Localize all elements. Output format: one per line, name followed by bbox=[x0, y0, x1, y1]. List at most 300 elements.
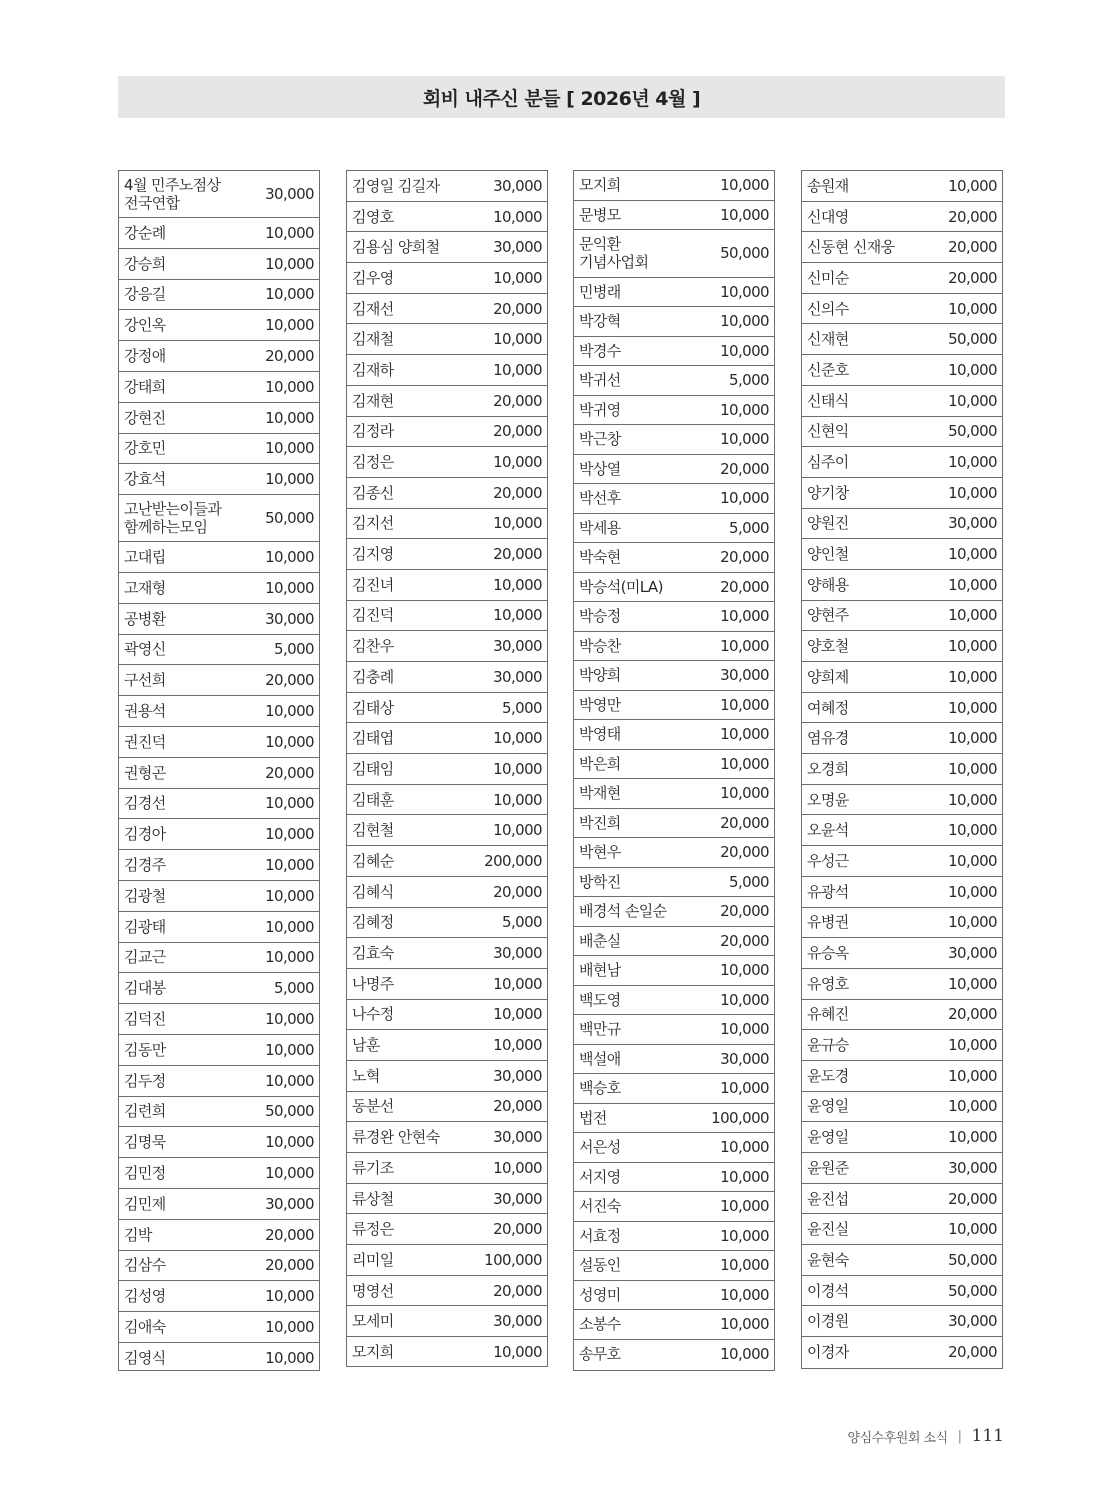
donation-amount: 30,000 bbox=[948, 514, 997, 533]
donor-name: 유혜진 bbox=[807, 1005, 849, 1024]
donor-name: 김대봉 bbox=[124, 979, 166, 998]
donation-amount: 10,000 bbox=[493, 1005, 542, 1024]
donor-name: 윤현숙 bbox=[807, 1250, 849, 1269]
donor-table-column-2 bbox=[346, 170, 548, 1367]
donor-row bbox=[347, 1030, 547, 1061]
donation-amount: 50,000 bbox=[265, 509, 314, 528]
donation-amount: 10,000 bbox=[720, 1226, 769, 1245]
donation-amount: 20,000 bbox=[265, 1225, 314, 1244]
donor-name: 김재선 bbox=[352, 299, 394, 318]
donor-name: 유병권 bbox=[807, 913, 849, 932]
donor-name: 류경완 안현숙 bbox=[352, 1128, 440, 1147]
donor-name: 4월 민주노점상 전국연합 bbox=[124, 176, 221, 212]
donor-name: 김경주 bbox=[124, 856, 166, 875]
donor-row bbox=[347, 969, 547, 1000]
donor-name: 고재형 bbox=[124, 578, 166, 597]
donation-amount: 30,000 bbox=[948, 1312, 997, 1331]
donor-row bbox=[119, 1343, 319, 1374]
donor-name: 김재하 bbox=[352, 360, 394, 379]
donor-name: 김삼수 bbox=[124, 1256, 166, 1275]
donor-name: 박귀선 bbox=[579, 371, 621, 390]
donor-name: 동분선 bbox=[352, 1097, 394, 1116]
donor-name: 윤영일 bbox=[807, 1128, 849, 1147]
donation-amount: 10,000 bbox=[493, 514, 542, 533]
donor-name: 강호민 bbox=[124, 439, 166, 458]
donor-row bbox=[347, 447, 547, 478]
donation-amount: 30,000 bbox=[948, 944, 997, 963]
donor-name: 나수정 bbox=[352, 1005, 394, 1024]
donor-name: 김경선 bbox=[124, 794, 166, 813]
donation-amount: 10,000 bbox=[720, 282, 769, 301]
donation-amount: 50,000 bbox=[720, 244, 769, 263]
donation-amount: 5,000 bbox=[274, 640, 314, 659]
donor-name: 김정은 bbox=[352, 453, 394, 472]
donation-amount: 50,000 bbox=[948, 422, 997, 441]
donation-amount: 20,000 bbox=[720, 577, 769, 596]
donation-amount: 10,000 bbox=[720, 1315, 769, 1334]
donor-row bbox=[574, 425, 774, 455]
donor-name: 권용석 bbox=[124, 702, 166, 721]
donation-amount: 10,000 bbox=[493, 729, 542, 748]
donor-name: 김련희 bbox=[124, 1102, 166, 1121]
donation-amount: 10,000 bbox=[948, 851, 997, 870]
donation-amount: 10,000 bbox=[948, 637, 997, 656]
donation-amount: 10,000 bbox=[720, 607, 769, 626]
donor-name: 윤진섭 bbox=[807, 1189, 849, 1208]
donor-name: 남훈 bbox=[352, 1036, 380, 1055]
donor-row bbox=[119, 1220, 319, 1251]
donor-name: 여혜정 bbox=[807, 698, 849, 717]
donation-amount: 10,000 bbox=[265, 439, 314, 458]
donor-row bbox=[802, 1214, 1002, 1245]
donation-amount: 10,000 bbox=[720, 341, 769, 360]
donor-name: 권형곤 bbox=[124, 763, 166, 782]
donation-amount: 30,000 bbox=[493, 1128, 542, 1147]
donor-row bbox=[574, 1163, 774, 1193]
donor-row bbox=[119, 973, 319, 1004]
donor-row bbox=[347, 1276, 547, 1307]
donor-name: 공병환 bbox=[124, 609, 166, 628]
donation-amount: 50,000 bbox=[265, 1102, 314, 1121]
donor-row bbox=[802, 815, 1002, 846]
donor-row bbox=[574, 1281, 774, 1311]
donation-amount: 10,000 bbox=[720, 430, 769, 449]
donor-name: 김광태 bbox=[124, 917, 166, 936]
donor-name: 김진녀 bbox=[352, 575, 394, 594]
donation-amount: 10,000 bbox=[720, 205, 769, 224]
donor-row bbox=[802, 1000, 1002, 1031]
donation-amount: 10,000 bbox=[720, 400, 769, 419]
donor-name: 박현우 bbox=[579, 843, 621, 862]
donor-name: 김민정 bbox=[124, 1164, 166, 1182]
donor-name: 송원재 bbox=[807, 176, 849, 195]
donation-amount: 10,000 bbox=[265, 470, 314, 489]
donor-row bbox=[347, 1337, 547, 1368]
donor-row bbox=[347, 539, 547, 570]
donation-amount: 10,000 bbox=[265, 223, 314, 242]
donor-name: 김정라 bbox=[352, 422, 394, 441]
donor-row bbox=[347, 509, 547, 540]
donation-amount: 10,000 bbox=[265, 917, 314, 936]
donation-amount: 10,000 bbox=[948, 176, 997, 195]
donor-row bbox=[802, 232, 1002, 263]
donor-name: 백설애 bbox=[579, 1049, 621, 1068]
donor-row bbox=[802, 754, 1002, 785]
donor-name: 심주이 bbox=[807, 453, 849, 472]
donor-name: 강태희 bbox=[124, 377, 166, 396]
donor-name: 강순례 bbox=[124, 223, 166, 242]
donor-row bbox=[802, 386, 1002, 417]
donation-amount: 10,000 bbox=[948, 913, 997, 932]
donor-name: 김태훈 bbox=[352, 790, 394, 809]
donor-name: 윤원준 bbox=[807, 1158, 849, 1177]
donation-amount: 20,000 bbox=[948, 1343, 997, 1362]
donor-name: 구선희 bbox=[124, 671, 166, 690]
donor-row bbox=[119, 1312, 319, 1343]
donor-name: 김성영 bbox=[124, 1287, 166, 1306]
donor-row bbox=[119, 1066, 319, 1097]
donor-name: 고대립 bbox=[124, 548, 166, 567]
donation-amount: 30,000 bbox=[720, 1049, 769, 1068]
donor-name: 류상철 bbox=[352, 1189, 394, 1208]
donation-amount: 30,000 bbox=[493, 637, 542, 656]
donor-name: 서은성 bbox=[579, 1138, 621, 1157]
donor-row bbox=[802, 324, 1002, 355]
donor-row bbox=[574, 897, 774, 927]
donor-name: 박은희 bbox=[579, 754, 621, 773]
donor-name: 김민제 bbox=[124, 1194, 166, 1213]
page-footer bbox=[848, 1426, 1004, 1446]
donation-amount: 10,000 bbox=[265, 1071, 314, 1090]
donor-row bbox=[574, 779, 774, 809]
donation-amount: 10,000 bbox=[948, 790, 997, 809]
donor-name: 양인철 bbox=[807, 545, 849, 564]
donation-amount: 10,000 bbox=[265, 856, 314, 875]
donation-amount: 10,000 bbox=[948, 1066, 997, 1085]
donation-amount: 20,000 bbox=[493, 882, 542, 901]
donor-row bbox=[574, 750, 774, 780]
donation-amount: 10,000 bbox=[493, 821, 542, 840]
donor-row bbox=[802, 1306, 1002, 1337]
donor-name: 신재현 bbox=[807, 330, 849, 349]
donation-amount: 10,000 bbox=[948, 1220, 997, 1239]
donor-row bbox=[574, 602, 774, 632]
donor-row bbox=[574, 201, 774, 231]
donor-row bbox=[347, 601, 547, 632]
donor-row bbox=[119, 758, 319, 789]
donation-amount: 10,000 bbox=[720, 961, 769, 980]
donation-amount: 10,000 bbox=[720, 990, 769, 1009]
donor-row bbox=[574, 230, 774, 278]
donor-row bbox=[574, 514, 774, 544]
donor-name: 윤영일 bbox=[807, 1097, 849, 1116]
donation-amount: 30,000 bbox=[493, 944, 542, 963]
donor-name: 강인옥 bbox=[124, 316, 166, 335]
donor-row bbox=[119, 881, 319, 912]
donor-row bbox=[574, 1222, 774, 1252]
donation-amount: 10,000 bbox=[948, 1036, 997, 1055]
donor-row bbox=[802, 601, 1002, 632]
donation-amount: 200,000 bbox=[484, 851, 542, 870]
donor-name: 강현진 bbox=[124, 408, 166, 427]
donation-amount: 20,000 bbox=[493, 422, 542, 441]
donor-table-column-3 bbox=[573, 170, 775, 1371]
donor-row bbox=[802, 1153, 1002, 1184]
donation-amount: 10,000 bbox=[265, 316, 314, 335]
donation-amount: 10,000 bbox=[265, 1164, 314, 1182]
donation-amount: 20,000 bbox=[265, 671, 314, 690]
donation-amount: 10,000 bbox=[265, 408, 314, 427]
donor-row bbox=[802, 355, 1002, 386]
donation-amount: 10,000 bbox=[493, 790, 542, 809]
donation-amount: 10,000 bbox=[948, 974, 997, 993]
donor-row bbox=[347, 908, 547, 939]
donor-row bbox=[347, 1306, 547, 1337]
donor-name: 나명주 bbox=[352, 974, 394, 993]
donor-name: 모지희 bbox=[579, 176, 621, 195]
donor-name: 김혜식 bbox=[352, 882, 394, 901]
donor-row bbox=[802, 631, 1002, 662]
donor-name: 박경수 bbox=[579, 341, 621, 360]
donor-row bbox=[347, 631, 547, 662]
donor-name: 박선후 bbox=[579, 489, 621, 508]
donation-amount: 10,000 bbox=[493, 268, 542, 287]
donor-name: 김찬우 bbox=[352, 637, 394, 656]
donation-amount: 10,000 bbox=[720, 489, 769, 508]
donor-name: 류정은 bbox=[352, 1220, 394, 1239]
donation-amount: 20,000 bbox=[948, 238, 997, 257]
donor-name: 윤규승 bbox=[807, 1036, 849, 1055]
donor-name: 오윤석 bbox=[807, 821, 849, 840]
donation-amount: 10,000 bbox=[948, 606, 997, 625]
donation-amount: 50,000 bbox=[948, 1250, 997, 1269]
donor-name: 박영태 bbox=[579, 725, 621, 744]
donor-row bbox=[347, 232, 547, 263]
donation-amount: 10,000 bbox=[493, 575, 542, 594]
donation-amount: 10,000 bbox=[720, 784, 769, 803]
donor-row bbox=[574, 956, 774, 986]
donor-name: 백승호 bbox=[579, 1079, 621, 1098]
donor-name: 김효숙 bbox=[352, 944, 394, 963]
donation-amount: 10,000 bbox=[265, 1317, 314, 1336]
donor-row bbox=[802, 1061, 1002, 1092]
donor-row bbox=[347, 570, 547, 601]
donor-row bbox=[802, 693, 1002, 724]
donation-amount: 10,000 bbox=[948, 1128, 997, 1147]
donation-amount: 20,000 bbox=[720, 902, 769, 921]
donation-amount: 20,000 bbox=[948, 1005, 997, 1024]
donor-row bbox=[347, 1122, 547, 1153]
donor-row bbox=[574, 720, 774, 750]
donor-row bbox=[119, 727, 319, 758]
donor-name: 양해용 bbox=[807, 575, 849, 594]
donor-row bbox=[347, 1092, 547, 1123]
donation-amount: 10,000 bbox=[948, 882, 997, 901]
donor-row bbox=[347, 386, 547, 417]
donor-name: 박영만 bbox=[579, 695, 621, 714]
donation-amount: 100,000 bbox=[484, 1250, 542, 1269]
donor-row bbox=[802, 846, 1002, 877]
donor-row bbox=[802, 1184, 1002, 1215]
donation-amount: 20,000 bbox=[948, 268, 997, 287]
donor-name: 윤진실 bbox=[807, 1220, 849, 1239]
donor-row bbox=[574, 307, 774, 337]
donor-row bbox=[347, 785, 547, 816]
donation-amount: 100,000 bbox=[711, 1108, 769, 1127]
donor-row bbox=[574, 809, 774, 839]
donor-name: 김진덕 bbox=[352, 606, 394, 625]
donor-name: 오명윤 bbox=[807, 790, 849, 809]
donation-amount: 30,000 bbox=[493, 1312, 542, 1331]
donor-row bbox=[347, 846, 547, 877]
donor-row bbox=[802, 171, 1002, 202]
donation-amount: 10,000 bbox=[720, 1345, 769, 1364]
donor-name: 김우영 bbox=[352, 268, 394, 287]
donor-name: 김두정 bbox=[124, 1071, 166, 1090]
donor-name: 박진희 bbox=[579, 813, 621, 832]
donation-amount: 10,000 bbox=[493, 207, 542, 226]
donor-name: 김덕진 bbox=[124, 1010, 166, 1029]
donor-row bbox=[574, 573, 774, 603]
donor-name: 성영미 bbox=[579, 1285, 621, 1304]
donation-amount: 5,000 bbox=[274, 979, 314, 998]
donor-row bbox=[119, 1127, 319, 1158]
donation-amount: 10,000 bbox=[720, 725, 769, 744]
donation-amount: 10,000 bbox=[265, 886, 314, 905]
donor-row bbox=[347, 1061, 547, 1092]
donor-name: 법전 bbox=[579, 1108, 607, 1127]
donation-amount: 10,000 bbox=[720, 695, 769, 714]
donor-row bbox=[574, 1251, 774, 1281]
donor-row bbox=[574, 337, 774, 367]
donor-name: 신미순 bbox=[807, 268, 849, 287]
donation-amount: 5,000 bbox=[729, 518, 769, 537]
donor-name: 고난받는이들과 함께하는모임 bbox=[124, 500, 222, 537]
donor-row bbox=[802, 539, 1002, 570]
donation-amount: 10,000 bbox=[720, 1020, 769, 1039]
donor-row bbox=[119, 171, 319, 218]
donor-row bbox=[802, 785, 1002, 816]
donor-row bbox=[119, 573, 319, 604]
donor-row bbox=[347, 1245, 547, 1276]
donation-amount: 10,000 bbox=[493, 1343, 542, 1362]
donor-name: 신동현 신재웅 bbox=[807, 238, 895, 257]
donation-amount: 20,000 bbox=[265, 347, 314, 366]
donor-row bbox=[119, 310, 319, 341]
donor-name: 모세미 bbox=[352, 1312, 394, 1331]
donor-row bbox=[802, 723, 1002, 754]
donation-amount: 20,000 bbox=[265, 1256, 314, 1275]
donor-row bbox=[802, 202, 1002, 233]
donor-row bbox=[574, 691, 774, 721]
donation-amount: 10,000 bbox=[720, 176, 769, 195]
donor-row bbox=[119, 280, 319, 311]
page-title: 회비 내주신 분들 [ 2026년 4월 ] bbox=[118, 76, 1005, 118]
donor-row bbox=[802, 938, 1002, 969]
donor-row bbox=[119, 1281, 319, 1312]
donation-amount: 20,000 bbox=[493, 391, 542, 410]
donor-name: 신현익 bbox=[807, 422, 849, 441]
donor-row bbox=[119, 495, 319, 542]
donor-row bbox=[119, 341, 319, 372]
donor-row bbox=[347, 662, 547, 693]
donor-row bbox=[802, 294, 1002, 325]
donor-name: 강응길 bbox=[124, 285, 166, 304]
donation-amount: 10,000 bbox=[265, 948, 314, 967]
donor-name: 김영식 bbox=[124, 1349, 166, 1368]
donor-row bbox=[574, 838, 774, 868]
donor-name: 양원진 bbox=[807, 514, 849, 533]
donation-amount: 50,000 bbox=[948, 1281, 997, 1300]
donor-table-column-4 bbox=[801, 170, 1003, 1369]
donor-name: 양현주 bbox=[807, 606, 849, 625]
donor-name: 양희제 bbox=[807, 667, 849, 686]
donor-name: 김용심 양희철 bbox=[352, 238, 440, 257]
donor-row bbox=[802, 1092, 1002, 1123]
donation-amount: 10,000 bbox=[265, 548, 314, 567]
donor-row bbox=[802, 908, 1002, 939]
donation-amount: 5,000 bbox=[502, 913, 542, 932]
donor-name: 김영호 bbox=[352, 207, 394, 226]
donation-amount: 10,000 bbox=[265, 1133, 314, 1152]
donor-row bbox=[802, 877, 1002, 908]
donor-row bbox=[574, 927, 774, 957]
donation-amount: 10,000 bbox=[265, 825, 314, 844]
donation-amount: 30,000 bbox=[265, 609, 314, 628]
donation-amount: 30,000 bbox=[265, 185, 314, 203]
donor-name: 박승정 bbox=[579, 607, 621, 626]
donor-name: 배현남 bbox=[579, 961, 621, 980]
donor-name: 김애숙 bbox=[124, 1317, 166, 1336]
donor-row bbox=[347, 202, 547, 233]
donor-row bbox=[802, 509, 1002, 540]
donor-name: 곽영신 bbox=[124, 640, 166, 659]
donation-amount: 10,000 bbox=[948, 360, 997, 379]
donation-amount: 10,000 bbox=[493, 606, 542, 625]
donation-amount: 10,000 bbox=[493, 759, 542, 778]
donor-name: 박재현 bbox=[579, 784, 621, 803]
donation-amount: 10,000 bbox=[948, 729, 997, 748]
donor-row bbox=[802, 662, 1002, 693]
donation-amount: 5,000 bbox=[729, 872, 769, 891]
donor-row bbox=[119, 635, 319, 666]
donor-row bbox=[119, 665, 319, 696]
donor-name: 백만규 bbox=[579, 1020, 621, 1039]
donation-amount: 10,000 bbox=[720, 1285, 769, 1304]
donor-name: 이경석 bbox=[807, 1281, 849, 1300]
donation-amount: 10,000 bbox=[493, 974, 542, 993]
donation-amount: 20,000 bbox=[720, 459, 769, 478]
donor-name: 신의수 bbox=[807, 299, 849, 318]
donation-amount: 10,000 bbox=[265, 285, 314, 304]
donation-amount: 10,000 bbox=[265, 254, 314, 273]
donor-name: 유영호 bbox=[807, 974, 849, 993]
donor-row bbox=[119, 696, 319, 727]
donation-amount: 10,000 bbox=[265, 377, 314, 396]
donor-name: 노혁 bbox=[352, 1066, 380, 1085]
donor-name: 김재철 bbox=[352, 330, 394, 349]
donor-table-column-1 bbox=[118, 170, 320, 1371]
donor-name: 모지희 bbox=[352, 1343, 394, 1362]
donor-row bbox=[119, 372, 319, 403]
donor-name: 김박 bbox=[124, 1225, 152, 1244]
donation-amount: 10,000 bbox=[720, 636, 769, 655]
donor-name: 유승옥 bbox=[807, 944, 849, 963]
donor-name: 박세용 bbox=[579, 518, 621, 537]
donor-row bbox=[802, 478, 1002, 509]
donor-name: 김태임 bbox=[352, 759, 394, 778]
donor-row bbox=[119, 789, 319, 820]
